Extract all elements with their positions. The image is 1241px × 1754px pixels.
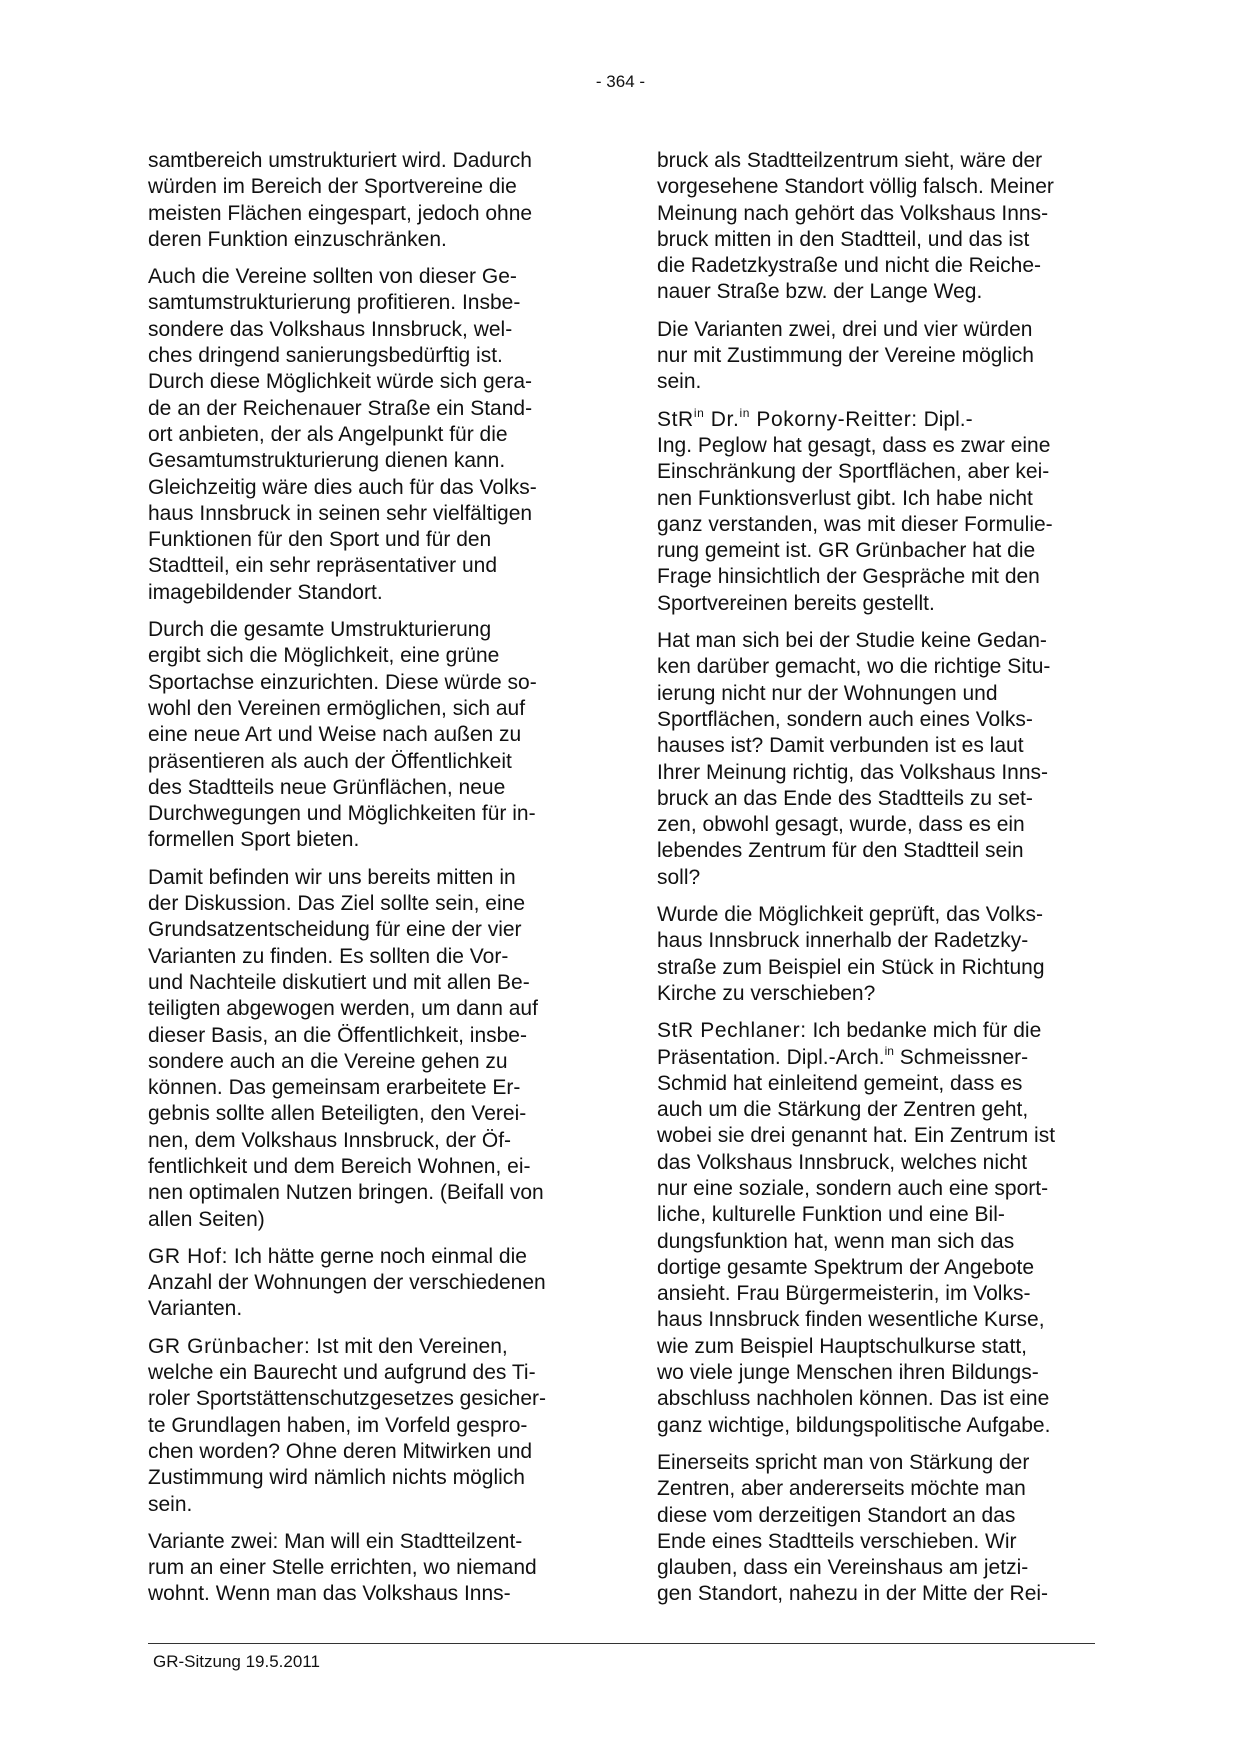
text-line: Ende eines Stadtteils verschieben. Wir xyxy=(657,1529,1017,1553)
text-line: Wurde die Möglichkeit geprüft, das Volks- xyxy=(657,903,1043,927)
text-line: Auch die Vereine sollten von dieser Ge- xyxy=(148,265,517,289)
text-line: abschluss nachholen können. Das ist eine xyxy=(657,1387,1050,1411)
text-line: Stadtteil, ein sehr repräsentativer und xyxy=(148,554,498,578)
paragraph xyxy=(657,1450,1097,1608)
text-line: Gleichzeitig wäre dies auch für das Volks- xyxy=(148,475,537,499)
text-line: und Nachteile diskutiert und mit allen Be- xyxy=(148,970,530,994)
text-line: haus Innsbruck innerhalb der Radetzky- xyxy=(657,929,1029,953)
paragraph xyxy=(148,1244,588,1323)
text-line: haus Innsbruck finden wesentliche Kurse, xyxy=(657,1308,1045,1332)
paragraph xyxy=(657,407,1097,617)
text-line: ganz verstanden, was mit dieser Formulie- xyxy=(657,512,1053,536)
text-line: nauer Straße bzw. der Lange Weg. xyxy=(657,280,983,304)
text-line: Einschränkung der Sportflächen, aber kei- xyxy=(657,460,1050,484)
text-line: ken darüber gemacht, wo die richtige Situ- xyxy=(657,655,1051,679)
text-line: dungsfunktion hat, wenn man sich das xyxy=(657,1229,1015,1253)
text-line: wohnt. Wenn man das Volkshaus Inns- xyxy=(148,1582,511,1606)
text-line: würden im Bereich der Sportvereine die xyxy=(148,175,517,199)
text-line: Hat man sich bei der Studie keine Gedan- xyxy=(657,629,1047,653)
paragraph xyxy=(657,1018,1097,1439)
text-line: bruck mitten in den Stadtteil, und das ist xyxy=(657,227,1030,251)
paragraph xyxy=(148,865,588,1233)
text-line: Varianten. xyxy=(148,1297,243,1321)
text-line: Frage hinsichtlich der Gespräche mit den xyxy=(657,565,1040,589)
text-line: glauben, dass ein Vereinshaus am jetzi- xyxy=(657,1556,1029,1580)
text-line: Ihrer Meinung richtig, das Volkshaus Inns- xyxy=(657,760,1049,784)
text-line: te Grundlagen haben, im Vorfeld gespro- xyxy=(148,1413,528,1437)
text-span: Ist mit den Vereinen, xyxy=(310,1334,508,1358)
text-line: ansieht. Frau Bürgermeisterin, im Volks- xyxy=(657,1282,1031,1306)
text-line: Meinung nach gehört das Volkshaus Inns- xyxy=(657,201,1049,225)
text-line: des Stadtteils neue Grünflächen, neue xyxy=(148,775,506,799)
text-line: Kirche zu verschieben? xyxy=(657,981,876,1005)
text-line: eine neue Art und Weise nach außen zu xyxy=(148,723,522,747)
text-line: ierung nicht nur der Wohnungen und xyxy=(657,681,998,705)
text-line: Anzahl der Wohnungen der verschiedenen xyxy=(148,1271,546,1295)
speaker-name xyxy=(657,405,918,431)
paragraph xyxy=(148,1334,588,1518)
text-line: straße zum Beispiel ein Stück in Richtung xyxy=(657,955,1045,979)
text-line: soll? xyxy=(657,865,701,889)
text-line: Grundsatzentscheidung für eine der vier xyxy=(148,918,522,942)
speaker-title: Dr. xyxy=(704,407,740,431)
text-line: formellen Sport bieten. xyxy=(148,828,360,852)
text-line: nur eine soziale, sondern auch eine sport- xyxy=(657,1176,1049,1200)
text-line: vorgesehene Standort völlig falsch. Meiner xyxy=(657,175,1054,199)
text-line: Schmid hat einleitend gemeint, dass es xyxy=(657,1071,1023,1095)
text-line: bruck an das Ende des Stadtteils zu set- xyxy=(657,786,1033,810)
text-line: Varianten zu finden. Es sollten die Vor- xyxy=(148,944,509,968)
text-line: Ing. Peglow hat gesagt, dass es zwar eine xyxy=(657,433,1051,457)
text-line: können. Das gemeinsam erarbeitete Er- xyxy=(148,1076,521,1100)
text-line: ergibt sich die Möglichkeit, eine grüne xyxy=(148,644,500,668)
text-line: Gesamtumstrukturierung dienen kann. xyxy=(148,449,506,473)
text-line xyxy=(657,407,1097,433)
text-line: Funktionen für den Sport und für den xyxy=(148,528,492,552)
paragraph xyxy=(657,902,1097,1007)
text-line: ort anbieten, der als Angelpunkt für die xyxy=(148,422,508,446)
text-line xyxy=(657,1045,1097,1071)
text-line: dortige gesamte Spektrum der Angebote xyxy=(657,1255,1035,1279)
text-line: de an der Reichenauer Straße ein Stand- xyxy=(148,396,533,420)
text-line: Zustimmung wird nämlich nichts möglich xyxy=(148,1466,525,1490)
text-line: gen Standort, nahezu in der Mitte der Rei- xyxy=(657,1582,1049,1606)
text-line: nen, dem Volkshaus Innsbruck, der Öf- xyxy=(148,1128,512,1152)
text-line: teiligten abgewogen werden, um dann auf xyxy=(148,997,538,1021)
paragraph xyxy=(657,628,1097,891)
text-line: imagebildender Standort. xyxy=(148,580,383,604)
footer-session-date: GR-Sitzung 19.5.2011 xyxy=(153,1652,320,1671)
text-line: rum an einer Stelle errichten, wo niemand xyxy=(148,1556,537,1580)
paragraph xyxy=(148,148,588,253)
text-line: sondere auch an die Vereine gehen zu xyxy=(148,1049,508,1073)
text-line: der Diskussion. Das Ziel sollte sein, eine xyxy=(148,892,525,916)
text-line: Einerseits spricht man von Stärkung der xyxy=(657,1450,1030,1474)
speaker-name: GR Grünbacher: xyxy=(148,1334,311,1358)
text-span: Schmeissner- xyxy=(893,1045,1029,1069)
page-number: - 364 - xyxy=(595,72,646,91)
speaker-name: GR Hof: xyxy=(148,1244,229,1268)
text-line: sein. xyxy=(148,1492,193,1516)
text-line xyxy=(148,1334,588,1360)
text-line: liche, kulturelle Funktion und eine Bil- xyxy=(657,1203,1005,1227)
text-line: dieser Basis, an die Öffentlichkeit, insbe- xyxy=(148,1023,527,1047)
text-line: nur mit Zustimmung der Vereine möglich xyxy=(657,344,1034,368)
text-line: bruck als Stadtteilzentrum sieht, wäre der xyxy=(657,149,1043,172)
speaker-title: StR xyxy=(657,407,694,431)
text-line: Variante zwei: Man will ein Stadtteilzent- xyxy=(148,1529,523,1553)
paragraph xyxy=(657,317,1097,396)
text-line: Sportachse einzurichten. Diese würde so- xyxy=(148,670,537,694)
text-line: meisten Flächen eingespart, jedoch ohne xyxy=(148,201,533,225)
text-line xyxy=(148,1244,588,1270)
text-line: sein. xyxy=(657,370,702,394)
text-line: deren Funktion einzuschränken. xyxy=(148,227,447,251)
text-line: Zentren, aber andererseits möchte man xyxy=(657,1477,1026,1501)
text-span: Dipl.- xyxy=(917,407,973,431)
superscript: in xyxy=(739,405,750,420)
speaker-surname: Pokorny-Reitter: xyxy=(749,407,918,431)
text-line: welche ein Baurecht und aufgrund des Ti- xyxy=(148,1361,536,1385)
text-line: Sportvereinen bereits gestellt. xyxy=(657,591,935,615)
text-line: roler Sportstättenschutzgesetzes gesicher- xyxy=(148,1387,547,1411)
text-line: wie zum Beispiel Hauptschulkurse statt, xyxy=(657,1334,1027,1358)
text-line: chen worden? Ohne deren Mitwirken und xyxy=(148,1439,533,1463)
text-line: wobei sie drei genannt hat. Ein Zentrum ist xyxy=(657,1124,1056,1148)
text-line: wohl den Vereinen ermöglichen, sich auf xyxy=(148,696,526,720)
text-line: Durch diese Möglichkeit würde sich gera- xyxy=(148,370,532,394)
text-line: diese vom derzeitigen Standort an das xyxy=(657,1503,1016,1527)
text-line: gebnis sollte allen Beteiligten, den Verei- xyxy=(148,1102,527,1126)
text-line: samtbereich umstrukturiert wird. Dadurch xyxy=(148,149,532,172)
text-line: Die Varianten zwei, drei und vier würden xyxy=(657,317,1033,341)
text-line: haus Innsbruck in seinen sehr vielfältigen xyxy=(148,501,533,525)
superscript: in xyxy=(693,405,705,420)
right-column xyxy=(657,148,1097,1619)
text-line: wo viele junge Menschen ihren Bildungs- xyxy=(657,1361,1039,1385)
text-span: Präsentation. Dipl.-Arch. xyxy=(657,1045,885,1069)
text-line: lebendes Zentrum für den Stadtteil sein xyxy=(657,839,1024,863)
text-line: Damit befinden wir uns bereits mitten in xyxy=(148,865,516,889)
text-line: präsentieren als auch der Öffentlichkeit xyxy=(148,749,512,773)
speaker-name: StR Pechlaner: xyxy=(657,1019,807,1043)
text-line: auch um die Stärkung der Zentren geht, xyxy=(657,1098,1029,1122)
superscript: in xyxy=(884,1043,894,1058)
paragraph xyxy=(148,1529,588,1608)
text-line: samtumstrukturierung profitieren. Insbe- xyxy=(148,291,521,315)
text-line xyxy=(657,1018,1097,1044)
text-span: Ich hätte gerne noch einmal die xyxy=(228,1244,527,1268)
text-line: die Radetzkystraße und nicht die Reiche- xyxy=(657,254,1042,278)
text-line: rung gemeint ist. GR Grünbacher hat die xyxy=(657,539,1036,563)
text-line: Durchwegungen und Möglichkeiten für in- xyxy=(148,802,536,826)
text-line: das Volkshaus Innsbruck, welches nicht xyxy=(657,1150,1028,1174)
text-line: fentlichkeit und dem Bereich Wohnen, ei- xyxy=(148,1154,531,1178)
left-column xyxy=(148,148,588,1619)
text-line: nen optimalen Nutzen bringen. (Beifall von xyxy=(148,1181,544,1205)
text-line: hauses ist? Damit verbunden ist es laut xyxy=(657,734,1024,758)
paragraph xyxy=(148,617,588,854)
text-span: Ich bedanke mich für die xyxy=(806,1019,1042,1043)
paragraph xyxy=(148,264,588,606)
text-line: ganz wichtige, bildungspolitische Aufgabe. xyxy=(657,1413,1051,1437)
text-line: Durch die gesamte Umstrukturierung xyxy=(148,618,492,642)
text-line: zen, obwohl gesagt, wurde, dass es ein xyxy=(657,813,1025,837)
text-line: allen Seiten) xyxy=(148,1207,265,1231)
text-line: sondere das Volkshaus Innsbruck, wel- xyxy=(148,317,513,341)
text-line: nen Funktionsverlust gibt. Ich habe nicht xyxy=(657,486,1033,510)
text-line: Sportflächen, sondern auch eines Volks- xyxy=(657,707,1033,731)
text-line: ches dringend sanierungsbedürftig ist. xyxy=(148,344,503,368)
footer-divider xyxy=(148,1643,1095,1644)
paragraph xyxy=(657,148,1097,306)
